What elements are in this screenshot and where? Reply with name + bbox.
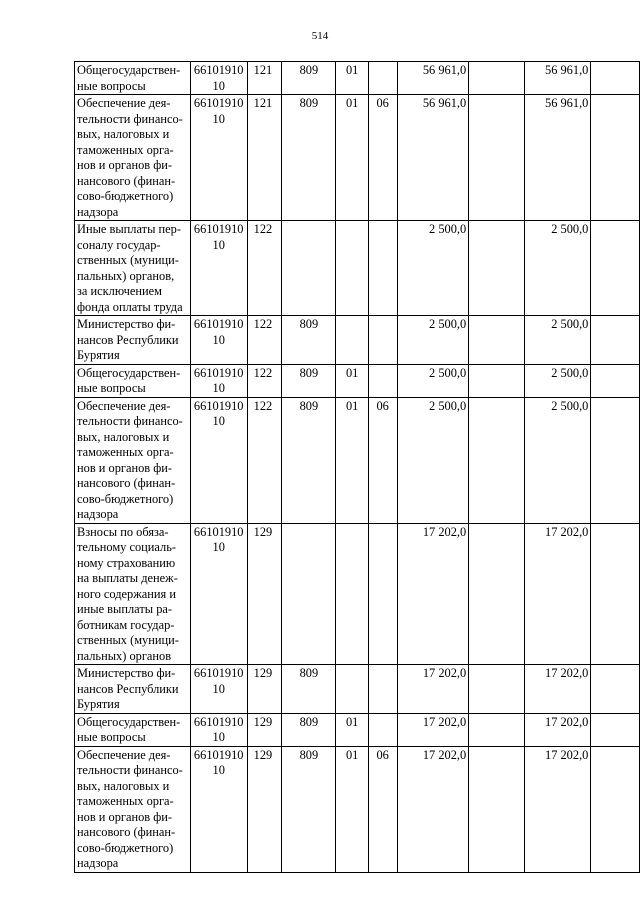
cell-ministry-code: 809	[282, 746, 336, 872]
cell-amount-1: 56 961,0	[397, 62, 469, 95]
cell-amount-1: 17 202,0	[397, 746, 469, 872]
cell-section: 01	[336, 746, 368, 872]
cell-expense-type: 122	[247, 316, 282, 365]
cell-subsection	[368, 713, 397, 746]
cell-amount-2	[469, 665, 524, 714]
cell-section: 01	[336, 95, 368, 221]
cell-amount-3: 2 500,0	[524, 397, 591, 523]
cell-target-article: 66101910 10	[190, 62, 247, 95]
cell-amount-1: 17 202,0	[397, 713, 469, 746]
cell-amount-3: 17 202,0	[524, 523, 591, 665]
cell-expense-type: 121	[247, 95, 282, 221]
cell-name: Взносы по обяза- тельному социаль- ному страхованию на выплаты денеж- ного содержания и иные выплаты ра- ботникам государ- ственных (муници- пальных) органов	[75, 523, 191, 665]
budget-table	[74, 61, 640, 873]
table-row	[75, 713, 640, 746]
cell-amount-1: 2 500,0	[397, 221, 469, 316]
cell-section: 01	[336, 713, 368, 746]
cell-ministry-code	[282, 221, 336, 316]
cell-ministry-code: 809	[282, 364, 336, 397]
cell-expense-type: 122	[247, 221, 282, 316]
cell-subsection	[368, 62, 397, 95]
cell-amount-2	[469, 95, 524, 221]
cell-amount-2	[469, 713, 524, 746]
cell-amount-2	[469, 746, 524, 872]
cell-name: Министерство фи- нансов Республики Бурятия	[75, 665, 191, 714]
cell-subsection: 06	[368, 746, 397, 872]
cell-amount-4	[591, 95, 640, 221]
cell-amount-3: 17 202,0	[524, 746, 591, 872]
cell-name: Обеспечение дея- тельности финансо- вых, налоговых и таможенных орга- нов и органов фи- нансового (финан- сово-бюджетного) надзора	[75, 746, 191, 872]
cell-amount-3: 2 500,0	[524, 364, 591, 397]
cell-name: Общегосударствен- ные вопросы	[75, 364, 191, 397]
table-row	[75, 62, 640, 95]
cell-name: Общегосударствен- ные вопросы	[75, 713, 191, 746]
cell-ministry-code	[282, 523, 336, 665]
cell-subsection	[368, 523, 397, 665]
cell-expense-type: 121	[247, 62, 282, 95]
cell-amount-1: 2 500,0	[397, 316, 469, 365]
table-row	[75, 665, 640, 714]
cell-amount-3: 2 500,0	[524, 221, 591, 316]
table-row	[75, 746, 640, 872]
cell-expense-type: 122	[247, 364, 282, 397]
table-row	[75, 523, 640, 665]
cell-amount-2	[469, 523, 524, 665]
cell-target-article: 66101910 10	[190, 665, 247, 714]
cell-amount-1: 56 961,0	[397, 95, 469, 221]
table-row	[75, 95, 640, 221]
cell-expense-type: 129	[247, 746, 282, 872]
cell-amount-4	[591, 713, 640, 746]
cell-name: Общегосударствен- ные вопросы	[75, 62, 191, 95]
cell-amount-3: 2 500,0	[524, 316, 591, 365]
cell-subsection	[368, 316, 397, 365]
cell-amount-2	[469, 364, 524, 397]
table-row	[75, 364, 640, 397]
cell-subsection	[368, 665, 397, 714]
cell-amount-4	[591, 364, 640, 397]
cell-expense-type: 129	[247, 713, 282, 746]
cell-section	[336, 316, 368, 365]
cell-name: Министерство фи- нансов Республики Бурятия	[75, 316, 191, 365]
cell-expense-type: 122	[247, 397, 282, 523]
cell-amount-2	[469, 62, 524, 95]
cell-section	[336, 523, 368, 665]
cell-target-article: 66101910 10	[190, 221, 247, 316]
cell-target-article: 66101910 10	[190, 95, 247, 221]
cell-amount-4	[591, 665, 640, 714]
cell-amount-1: 2 500,0	[397, 397, 469, 523]
cell-amount-3: 56 961,0	[524, 95, 591, 221]
cell-subsection	[368, 221, 397, 316]
cell-section: 01	[336, 364, 368, 397]
cell-section	[336, 221, 368, 316]
table-row	[75, 221, 640, 316]
cell-ministry-code: 809	[282, 397, 336, 523]
cell-subsection	[368, 364, 397, 397]
cell-name: Обеспечение дея- тельности финансо- вых, налоговых и таможенных орга- нов и органов фи- нансового (финан- сово-бюджетного) надзора	[75, 95, 191, 221]
cell-amount-2	[469, 397, 524, 523]
table-row	[75, 397, 640, 523]
cell-target-article: 66101910 10	[190, 364, 247, 397]
cell-target-article: 66101910 10	[190, 316, 247, 365]
cell-section	[336, 665, 368, 714]
budget-table-body	[75, 62, 640, 873]
cell-amount-3: 17 202,0	[524, 665, 591, 714]
page-number: 514	[311, 30, 329, 42]
cell-amount-2	[469, 221, 524, 316]
cell-amount-3: 56 961,0	[524, 62, 591, 95]
cell-section: 01	[336, 62, 368, 95]
table-row	[75, 316, 640, 365]
cell-target-article: 66101910 10	[190, 397, 247, 523]
cell-name: Обеспечение дея- тельности финансо- вых, налоговых и таможенных орга- нов и органов фи- нансового (финан- сово-бюджетного) надзора	[75, 397, 191, 523]
cell-ministry-code: 809	[282, 316, 336, 365]
cell-section: 01	[336, 397, 368, 523]
cell-subsection: 06	[368, 397, 397, 523]
cell-target-article: 66101910 10	[190, 746, 247, 872]
cell-name: Иные выплаты пер- соналу государ- ственных (муници- пальных) органов, за исключением фонда оплаты труда	[75, 221, 191, 316]
cell-amount-1: 17 202,0	[397, 665, 469, 714]
cell-ministry-code: 809	[282, 665, 336, 714]
cell-ministry-code: 809	[282, 62, 336, 95]
cell-ministry-code: 809	[282, 713, 336, 746]
cell-amount-4	[591, 316, 640, 365]
cell-amount-4	[591, 746, 640, 872]
cell-amount-1: 17 202,0	[397, 523, 469, 665]
cell-amount-4	[591, 221, 640, 316]
cell-amount-1: 2 500,0	[397, 364, 469, 397]
cell-expense-type: 129	[247, 665, 282, 714]
cell-subsection: 06	[368, 95, 397, 221]
cell-ministry-code: 809	[282, 95, 336, 221]
cell-amount-2	[469, 316, 524, 365]
cell-amount-4	[591, 523, 640, 665]
cell-expense-type: 129	[247, 523, 282, 665]
cell-amount-3: 17 202,0	[524, 713, 591, 746]
cell-target-article: 66101910 10	[190, 713, 247, 746]
cell-target-article: 66101910 10	[190, 523, 247, 665]
cell-amount-4	[591, 397, 640, 523]
cell-amount-4	[591, 62, 640, 95]
